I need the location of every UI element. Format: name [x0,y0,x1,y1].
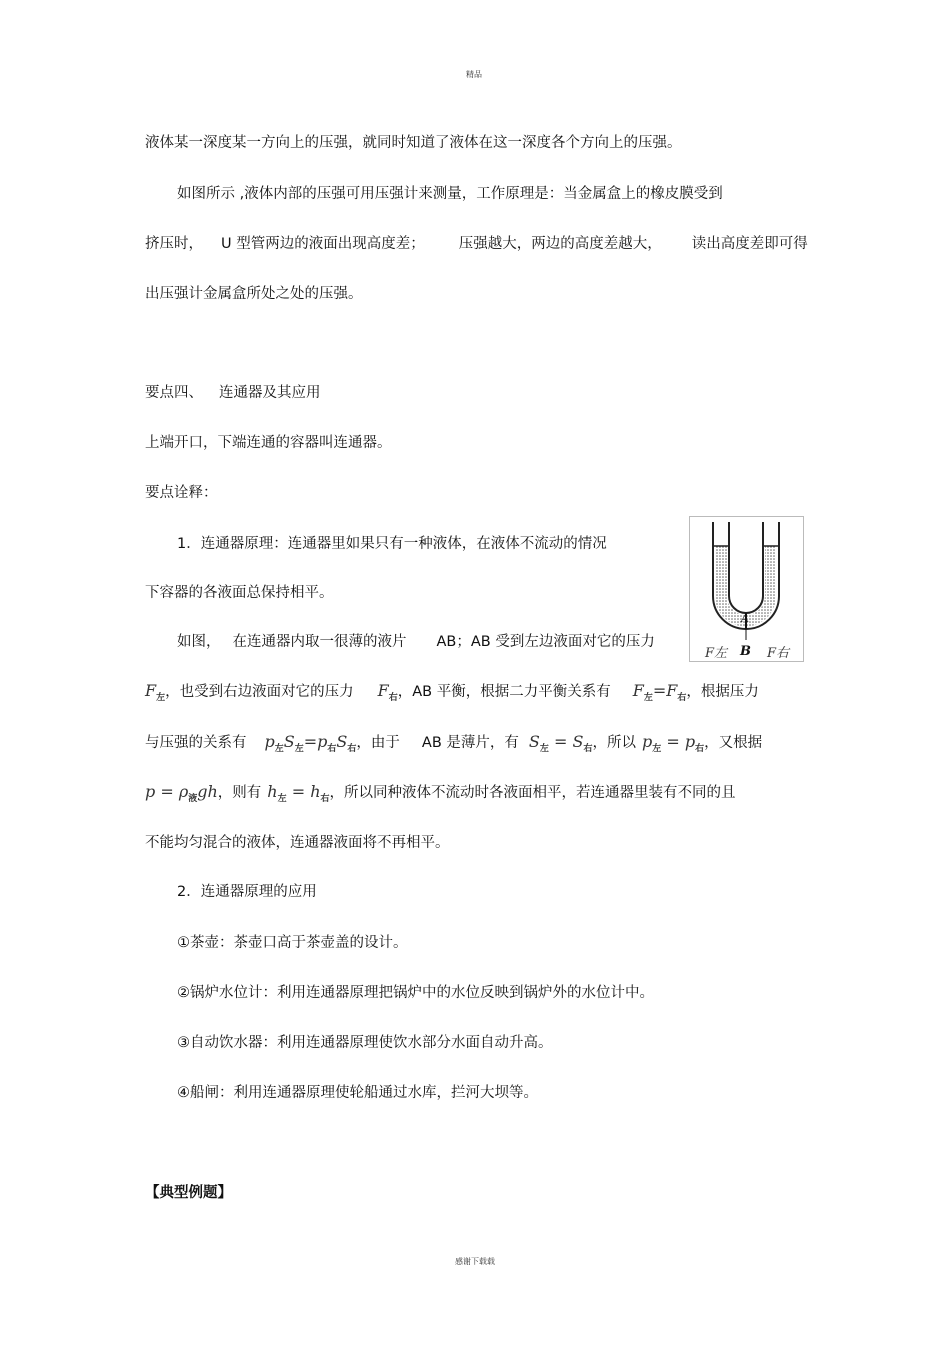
examples-heading: 【典型例题】 [145,1185,232,1201]
principle-line-2: 下容器的各液面总保持相平。 [145,585,334,601]
formula-force-balance: $F_左=F_右$ [632,681,687,704]
formula-height-equal: $h_左 = h_右$ [267,782,330,805]
paragraph-line-3 [145,235,808,253]
text-segment: ，AB 平衡，根据二力平衡关系有 [397,684,611,700]
text-segment: 在连通器内取一很薄的液片 [232,634,407,650]
text-segment: ，由于 [356,735,400,751]
subsection-heading: 2．连通器原理的应用 [177,884,317,900]
formula-line-1 [145,682,759,707]
text-segment: ，所以同种液体不流动时各液面相平，若连通器里装有不同的且 [329,785,736,801]
application-item-2: ②锅炉水位计：利用连通器原理把锅炉中的水位反映到锅炉外的水位计中。 [177,985,654,1001]
formula-liquid-pressure: $p = \rho_液gh$ [145,782,218,805]
definition-line: 上端开口，下端连通的容器叫连通器。 [145,435,392,451]
text-segment: ，则有 [217,785,262,801]
principle-line-3 [177,633,655,651]
page-header: 精品 [466,70,482,79]
text-segment: 如图， [177,634,221,650]
text-segment: U 型管两边的液面出现高度差； [221,236,425,252]
text-segment: 读出高度差即可得 [691,236,808,252]
text-segment: 与压强的关系有 [145,735,247,751]
page-footer: 感谢下载载 [455,1257,495,1266]
section-heading [145,384,321,402]
formula-f-right: $F_右$ [377,681,398,704]
paragraph-line-4: 出压强计金属盒所处之处的压强。 [145,286,363,302]
text-segment: ，所以 [592,735,636,751]
formula-pressure-area: $p_左S_左=p_右S_右$ [264,732,357,755]
application-item-4: ④船闸：利用连通器原理使轮船通过水库，拦河大坝等。 [177,1085,538,1101]
u-tube-figure [689,516,804,662]
application-item-3: ③自动饮水器：利用连通器原理使饮水部分水面自动升高。 [177,1035,553,1051]
paragraph-line-6: 不能均匀混合的液体，连通器液面将不再相平。 [145,835,450,851]
text-segment: ，根据压力 [686,684,759,700]
label-f-right: F右 [767,646,790,661]
principle-line-1: 1．连通器原理：连通器里如果只有一种液体，在液体不流动的情况 [177,536,607,552]
text-segment: AB；AB 受到左边液面对它的压力 [436,634,655,650]
label-a: A [741,612,749,625]
text-segment: 挤压时， [145,236,203,252]
text-segment: ，又根据 [704,735,763,751]
paragraph-line-2: 如图所示 ,液体内部的压强可用压强计来测量，工作原理是：当金属盒上的橡皮膜受到 [177,186,723,202]
text-segment: ，也受到右边液面对它的压力 [165,684,354,700]
formula-area-equal: $S_左 = S_右$ [528,732,593,755]
formula-line-3 [145,783,736,808]
application-item-1: ①茶壶：茶壶口高于茶壶盖的设计。 [177,935,408,951]
label-b: B [740,644,751,659]
formula-pressure-equal: $p_左 = p_右$ [641,732,705,755]
section-number: 要点四、 [145,385,203,401]
text-segment: 压强越大，两边的高度差越大， [458,236,662,252]
paragraph-line-1: 液体某一深度某一方向上的压强，就同时知道了液体在这一深度各个方向上的压强。 [145,135,682,151]
label-f-left: F左 [705,646,728,661]
section-title: 连通器及其应用 [219,385,321,401]
formula-f-left: $F_左$ [145,681,166,704]
notes-label: 要点诠释： [145,485,218,501]
text-segment: AB 是薄片，有 [421,735,519,751]
formula-line-2 [145,733,762,758]
